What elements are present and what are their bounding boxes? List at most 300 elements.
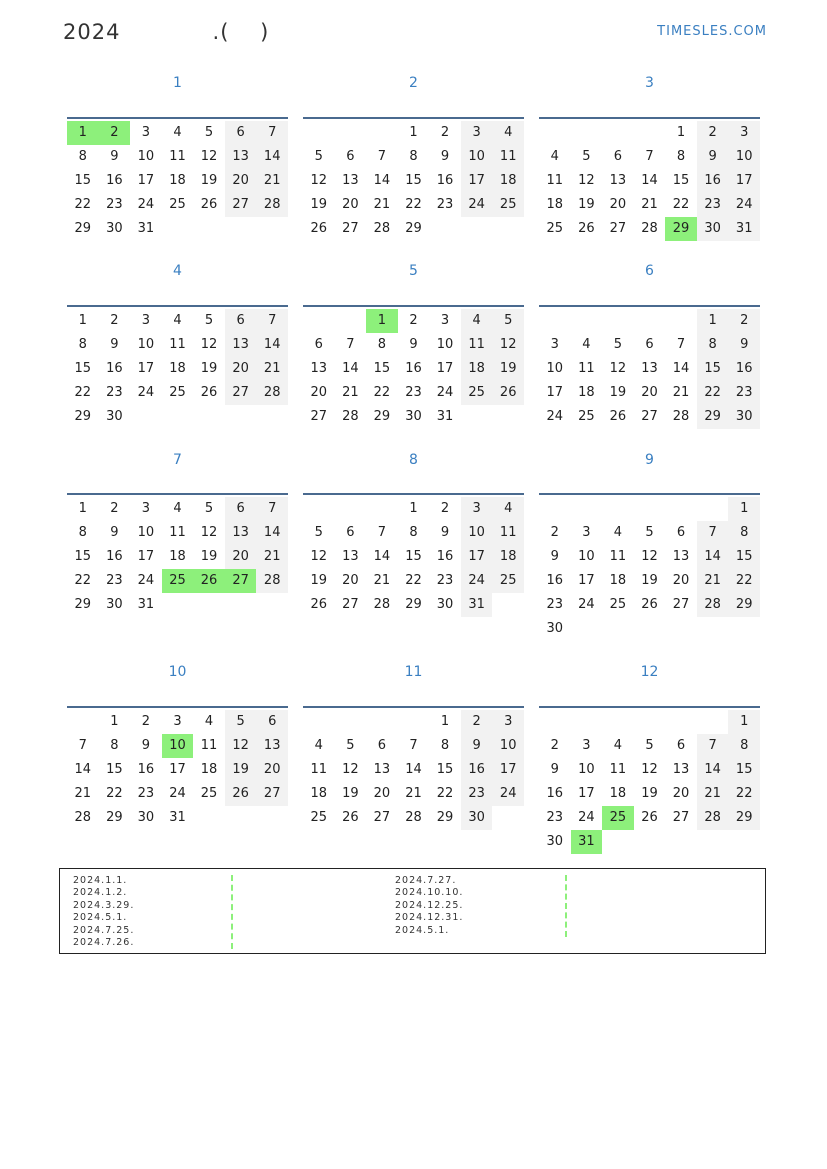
day-cell: 17 [137, 361, 155, 376]
day-cell: 12 [641, 549, 658, 564]
month-day-grid [539, 305, 760, 429]
day-cell: 23 [405, 385, 422, 400]
day-cell: 24 [492, 782, 524, 806]
day-cell: 20 [342, 573, 359, 588]
day-cell: 22 [728, 782, 760, 806]
day-cell: 1 [78, 501, 87, 516]
day-cell: 1 [409, 501, 418, 516]
day-cell: 21 [373, 197, 391, 212]
day-cell: 6 [346, 149, 355, 164]
holiday-day-cell: 26 [193, 569, 225, 593]
day-cell: 4 [613, 738, 623, 753]
day-cell: 26 [342, 810, 359, 825]
day-cell: 10 [546, 361, 564, 376]
day-cell: 19 [641, 786, 658, 801]
day-cell: 31 [169, 810, 186, 825]
holiday-day-cell: 2 [99, 121, 131, 145]
month-title: 11 [404, 664, 423, 680]
legend-holiday-date: 2024.5.1. [395, 924, 450, 936]
day-cell: 2 [697, 121, 729, 145]
day-cell: 18 [492, 169, 524, 193]
day-cell: 13 [225, 145, 257, 169]
day-cell: 20 [225, 169, 257, 193]
day-cell: 16 [697, 169, 729, 193]
day-cell: 5 [314, 525, 323, 540]
day-cell: 7 [377, 525, 387, 540]
day-cell: 29 [106, 810, 123, 825]
month-title: 4 [173, 263, 182, 279]
day-cell: 14 [373, 173, 391, 188]
day-cell: 20 [342, 197, 359, 212]
day-cell: 19 [200, 549, 218, 564]
day-cell: 28 [373, 221, 391, 236]
day-cell: 13 [672, 762, 690, 777]
day-cell: 11 [492, 521, 524, 545]
day-cell: 24 [169, 786, 186, 801]
day-cell: 2 [440, 125, 450, 140]
legend-holiday-date: 2024.10.10. [395, 887, 464, 899]
day-cell: 31 [137, 597, 155, 612]
day-cell: 3 [141, 125, 151, 140]
day-cell: 24 [137, 385, 155, 400]
day-cell: 17 [461, 545, 493, 569]
day-cell: 28 [256, 193, 288, 217]
holiday-day-cell: 1 [67, 121, 99, 145]
month-day-grid [303, 305, 524, 429]
day-cell: 3 [141, 313, 151, 328]
day-cell: 5 [204, 501, 214, 516]
day-cell: 18 [609, 573, 627, 588]
day-cell: 29 [405, 221, 422, 236]
day-cell: 25 [310, 810, 328, 825]
day-cell: 16 [546, 786, 564, 801]
day-cell: 1 [728, 497, 760, 521]
day-cell: 29 [74, 221, 92, 236]
day-cell: 9 [440, 525, 450, 540]
month-day-grid [303, 493, 524, 617]
day-cell: 26 [609, 409, 627, 424]
day-cell: 14 [342, 361, 359, 376]
month-title: 12 [640, 664, 659, 680]
day-cell: 17 [137, 173, 155, 188]
day-cell: 19 [492, 357, 524, 381]
day-cell: 8 [728, 521, 760, 545]
day-cell: 19 [310, 197, 328, 212]
day-cell: 27 [672, 810, 690, 825]
day-cell: 6 [613, 149, 623, 164]
day-cell: 28 [256, 569, 288, 593]
day-cell: 31 [728, 217, 760, 241]
day-cell: 21 [256, 545, 288, 569]
day-cell: 4 [613, 525, 623, 540]
day-cell: 24 [137, 573, 155, 588]
day-cell: 5 [225, 710, 257, 734]
day-cell: 14 [256, 333, 288, 357]
day-cell: 17 [169, 762, 186, 777]
day-cell: 26 [200, 197, 218, 212]
day-cell: 8 [78, 525, 87, 540]
day-cell: 5 [314, 149, 323, 164]
day-cell: 10 [461, 145, 493, 169]
day-cell: 23 [461, 782, 493, 806]
day-cell: 26 [310, 597, 328, 612]
page-title: 2024 .( ) [63, 20, 270, 44]
day-cell: 15 [405, 173, 422, 188]
day-cell: 7 [697, 521, 729, 545]
day-cell: 5 [204, 125, 214, 140]
day-cell: 18 [200, 762, 218, 777]
day-cell: 7 [78, 738, 87, 753]
day-cell: 3 [728, 121, 760, 145]
legend-holiday-date: 2024.7.25. [73, 924, 135, 936]
day-cell: 10 [137, 525, 155, 540]
day-cell: 18 [461, 357, 493, 381]
day-cell: 21 [697, 569, 729, 593]
day-cell: 14 [697, 545, 729, 569]
day-cell: 12 [200, 337, 218, 352]
day-cell: 5 [204, 313, 214, 328]
day-cell: 24 [137, 197, 155, 212]
day-cell: 31 [461, 593, 493, 617]
day-cell: 3 [492, 710, 524, 734]
month-title: 10 [168, 664, 187, 680]
month-calendar [303, 450, 524, 612]
day-cell: 8 [409, 525, 418, 540]
day-cell: 18 [169, 361, 186, 376]
day-cell: 11 [169, 149, 186, 164]
day-cell: 28 [697, 593, 729, 617]
day-cell: 3 [550, 337, 559, 352]
day-cell: 19 [200, 173, 218, 188]
day-cell: 25 [546, 221, 564, 236]
day-cell: 23 [106, 573, 123, 588]
day-cell: 22 [697, 381, 729, 405]
day-cell: 16 [436, 549, 454, 564]
day-cell: 25 [169, 197, 186, 212]
day-cell: 4 [461, 309, 493, 333]
day-cell: 6 [225, 309, 257, 333]
day-cell: 3 [141, 501, 151, 516]
day-cell: 27 [256, 782, 288, 806]
day-cell: 9 [728, 333, 760, 357]
day-cell: 7 [409, 738, 418, 753]
day-cell: 28 [697, 806, 729, 830]
day-cell: 26 [310, 221, 328, 236]
day-cell: 13 [641, 361, 658, 376]
day-cell: 27 [225, 381, 257, 405]
day-cell: 30 [137, 810, 155, 825]
day-cell: 5 [645, 738, 654, 753]
day-cell: 14 [256, 145, 288, 169]
holiday-day-cell: 10 [162, 734, 194, 758]
day-cell: 23 [728, 381, 760, 405]
month-day-grid [539, 493, 760, 641]
day-cell: 6 [225, 497, 257, 521]
day-cell: 27 [342, 221, 359, 236]
month-calendar [539, 73, 760, 236]
day-cell: 23 [137, 786, 155, 801]
day-cell: 13 [310, 361, 328, 376]
day-cell: 1 [409, 125, 418, 140]
day-cell: 11 [169, 337, 186, 352]
legend-holiday-date: 2024.3.29. [73, 899, 135, 911]
day-cell: 1 [728, 710, 760, 734]
legend-column-left [73, 875, 134, 949]
day-cell: 13 [373, 762, 391, 777]
day-cell: 30 [697, 217, 729, 241]
day-cell: 5 [582, 149, 591, 164]
day-cell: 23 [436, 573, 454, 588]
day-cell: 30 [106, 597, 123, 612]
day-cell: 6 [676, 738, 686, 753]
day-cell: 4 [314, 738, 323, 753]
day-cell: 16 [106, 549, 123, 564]
day-cell: 5 [346, 738, 355, 753]
day-cell: 31 [137, 221, 155, 236]
day-cell: 26 [641, 810, 658, 825]
legend-holiday-date: 2024.7.27. [395, 875, 457, 886]
day-cell: 25 [609, 597, 627, 612]
day-cell: 14 [641, 173, 658, 188]
day-cell: 30 [546, 621, 564, 636]
day-cell: 22 [74, 385, 92, 400]
month-title: 3 [645, 75, 654, 91]
day-cell: 12 [310, 549, 328, 564]
day-cell: 29 [74, 597, 92, 612]
day-cell: 28 [641, 221, 658, 236]
day-cell: 24 [728, 193, 760, 217]
day-cell: 22 [74, 197, 92, 212]
day-cell: 6 [645, 337, 654, 352]
day-cell: 21 [256, 169, 288, 193]
site-brand-link[interactable]: TIMESLES.COM [657, 24, 767, 39]
day-cell: 18 [169, 173, 186, 188]
month-title: 9 [645, 452, 654, 468]
legend-holiday-date: 2024.12.25. [395, 899, 464, 911]
day-cell: 8 [78, 337, 87, 352]
day-cell: 24 [461, 193, 493, 217]
month-calendar [539, 450, 760, 636]
day-cell: 17 [728, 169, 760, 193]
day-cell: 16 [461, 758, 493, 782]
day-cell: 12 [200, 525, 218, 540]
month-day-grid [67, 706, 288, 830]
day-cell: 8 [728, 734, 760, 758]
day-cell: 10 [578, 549, 595, 564]
day-cell: 9 [110, 337, 119, 352]
day-cell: 2 [550, 738, 559, 753]
day-cell: 13 [342, 173, 359, 188]
day-cell: 19 [578, 197, 595, 212]
day-cell: 28 [342, 409, 359, 424]
day-cell: 7 [346, 337, 355, 352]
day-cell: 20 [609, 197, 627, 212]
day-cell: 3 [461, 121, 493, 145]
day-cell: 7 [676, 337, 686, 352]
month-calendar [67, 450, 288, 612]
day-cell: 28 [256, 381, 288, 405]
day-cell: 27 [672, 597, 690, 612]
day-cell: 18 [492, 545, 524, 569]
day-cell: 5 [613, 337, 623, 352]
day-cell: 25 [461, 381, 493, 405]
day-cell: 30 [106, 221, 123, 236]
day-cell: 11 [200, 738, 218, 753]
day-cell: 20 [672, 573, 690, 588]
day-cell: 8 [409, 149, 418, 164]
day-cell: 26 [492, 381, 524, 405]
day-cell: 13 [256, 734, 288, 758]
day-cell: 27 [342, 597, 359, 612]
day-cell: 2 [550, 525, 559, 540]
holiday-day-cell: 25 [162, 569, 194, 593]
month-day-grid [303, 706, 524, 830]
day-cell: 6 [256, 710, 288, 734]
day-cell: 14 [405, 762, 422, 777]
day-cell: 9 [440, 149, 450, 164]
day-cell: 12 [225, 734, 257, 758]
day-cell: 1 [676, 125, 686, 140]
month-title: 2 [409, 75, 418, 91]
day-cell: 18 [609, 786, 627, 801]
day-cell: 29 [436, 810, 454, 825]
day-cell: 6 [346, 525, 355, 540]
day-cell: 1 [78, 313, 87, 328]
day-cell: 29 [728, 806, 760, 830]
day-cell: 16 [436, 173, 454, 188]
day-cell: 26 [225, 782, 257, 806]
day-cell: 9 [461, 734, 493, 758]
day-cell: 20 [225, 545, 257, 569]
day-cell: 15 [106, 762, 123, 777]
legend-holiday-date: 2024.5.1. [73, 912, 128, 924]
day-cell: 31 [436, 409, 454, 424]
day-cell: 10 [436, 337, 454, 352]
month-title: 7 [173, 452, 182, 468]
day-cell: 16 [137, 762, 155, 777]
day-cell: 18 [169, 549, 186, 564]
day-cell: 16 [728, 357, 760, 381]
day-cell: 22 [672, 197, 690, 212]
day-cell: 8 [377, 337, 387, 352]
day-cell: 18 [578, 385, 595, 400]
legend-column-right [395, 875, 463, 937]
month-day-grid [67, 117, 288, 241]
day-cell: 9 [697, 145, 729, 169]
day-cell: 2 [409, 313, 418, 328]
day-cell: 15 [74, 361, 92, 376]
day-cell: 28 [373, 597, 391, 612]
day-cell: 30 [461, 806, 493, 830]
day-cell: 15 [405, 549, 422, 564]
day-cell: 22 [405, 573, 422, 588]
day-cell: 4 [582, 337, 591, 352]
day-cell: 30 [728, 405, 760, 429]
day-cell: 17 [578, 573, 595, 588]
day-cell: 28 [405, 810, 422, 825]
day-cell: 19 [225, 758, 257, 782]
day-cell: 27 [609, 221, 627, 236]
day-cell: 10 [492, 734, 524, 758]
day-cell: 15 [728, 545, 760, 569]
legend-highlight-marker-left [231, 875, 233, 949]
day-cell: 29 [373, 409, 391, 424]
day-cell: 23 [436, 197, 454, 212]
day-cell: 22 [405, 197, 422, 212]
month-title: 6 [645, 263, 654, 279]
day-cell: 9 [110, 525, 119, 540]
day-cell: 21 [405, 786, 422, 801]
day-cell: 30 [106, 409, 123, 424]
day-cell: 29 [697, 405, 729, 429]
month-calendar [539, 261, 760, 424]
day-cell: 2 [728, 309, 760, 333]
day-cell: 29 [728, 593, 760, 617]
day-cell: 20 [641, 385, 658, 400]
day-cell: 12 [200, 149, 218, 164]
day-cell: 3 [440, 313, 450, 328]
month-day-grid [67, 305, 288, 429]
month-calendar [67, 73, 288, 236]
day-cell: 8 [440, 738, 450, 753]
day-cell: 27 [225, 193, 257, 217]
day-cell: 1 [697, 309, 729, 333]
day-cell: 8 [110, 738, 119, 753]
day-cell: 25 [578, 409, 595, 424]
day-cell: 8 [676, 149, 686, 164]
day-cell: 4 [173, 125, 182, 140]
day-cell: 15 [373, 361, 391, 376]
day-cell: 25 [169, 385, 186, 400]
day-cell: 21 [342, 385, 359, 400]
day-cell: 11 [546, 173, 564, 188]
day-cell: 2 [141, 714, 151, 729]
day-cell: 11 [609, 762, 627, 777]
holiday-day-cell: 27 [225, 569, 257, 593]
holiday-legend [59, 868, 766, 954]
day-cell: 22 [106, 786, 123, 801]
day-cell: 1 [440, 714, 450, 729]
day-cell: 4 [492, 497, 524, 521]
day-cell: 3 [582, 525, 591, 540]
day-cell: 28 [74, 810, 92, 825]
day-cell: 25 [200, 786, 218, 801]
day-cell: 21 [697, 782, 729, 806]
month-day-grid [303, 117, 524, 241]
month-calendar [303, 73, 524, 236]
month-calendar [67, 662, 288, 825]
month-title: 8 [409, 452, 418, 468]
day-cell: 27 [310, 409, 328, 424]
legend-highlight-marker-right [565, 875, 567, 937]
day-cell: 11 [578, 361, 595, 376]
day-cell: 21 [373, 573, 391, 588]
day-cell: 3 [582, 738, 591, 753]
day-cell: 16 [106, 173, 123, 188]
month-day-grid [539, 706, 760, 854]
day-cell: 25 [492, 569, 524, 593]
day-cell: 30 [436, 597, 454, 612]
month-title: 5 [409, 263, 418, 279]
day-cell: 26 [200, 385, 218, 400]
legend-holiday-date: 2024.1.2. [73, 887, 128, 899]
day-cell: 2 [461, 710, 493, 734]
day-cell: 20 [373, 786, 391, 801]
day-cell: 29 [74, 409, 92, 424]
day-cell: 16 [546, 573, 564, 588]
day-cell: 4 [173, 501, 182, 516]
day-cell: 22 [728, 569, 760, 593]
